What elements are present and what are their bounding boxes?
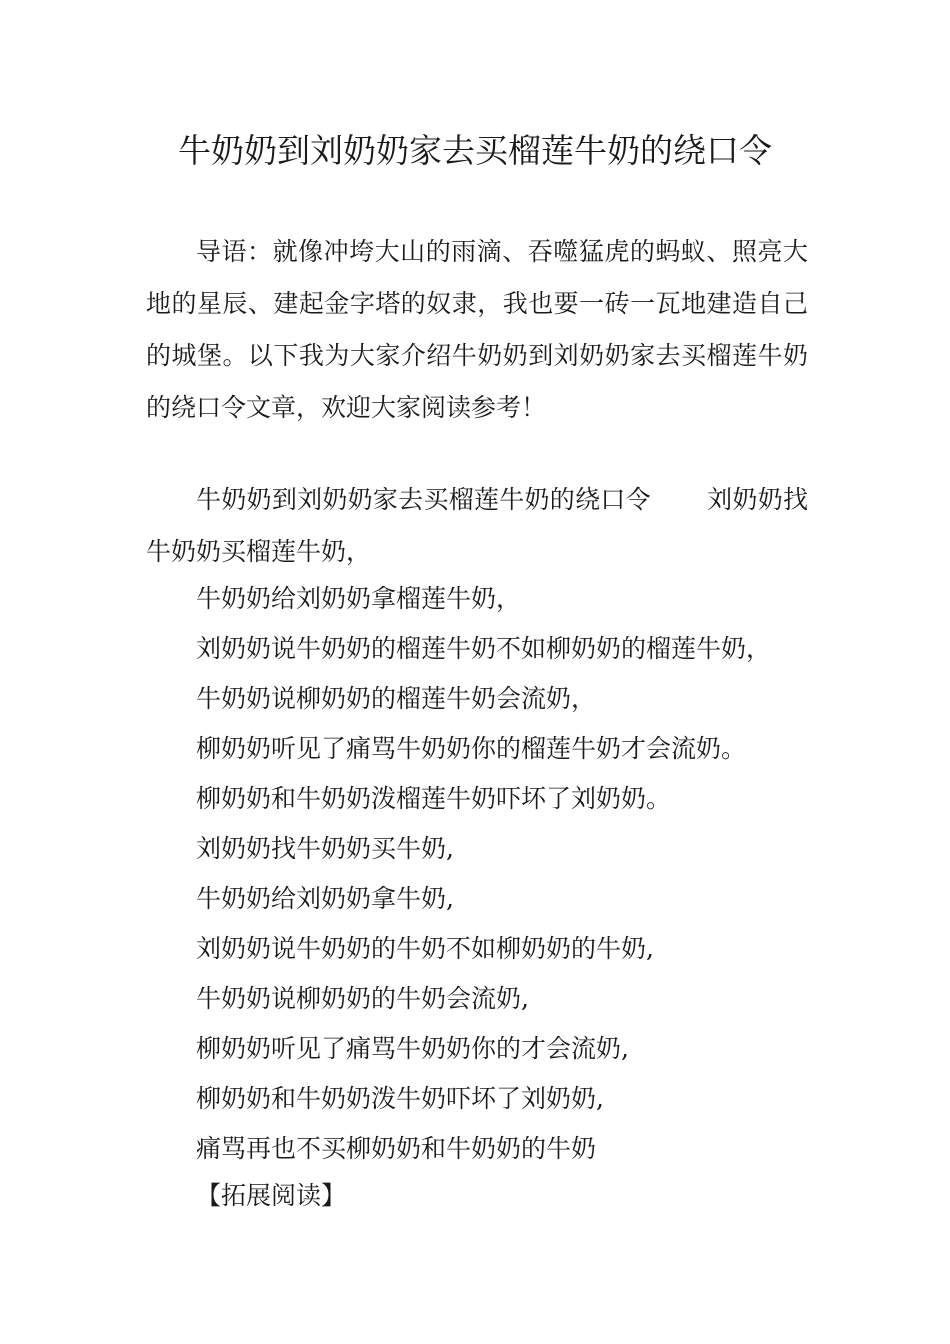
tongue-twister-line: 牛奶奶说柳奶奶的榴莲牛奶会流奶，: [196, 684, 597, 713]
document-title: 牛奶奶到刘奶奶家去买榴莲牛奶的绕口令: [178, 131, 772, 170]
tongue-twister-line: 柳奶奶听见了痛骂牛奶奶你的榴莲牛奶才会流奶。: [196, 734, 747, 763]
tongue-twister-line: 牛奶奶说柳奶奶的牛奶会流奶,: [196, 984, 529, 1013]
intro-paragraph: 导语：就像冲垮大山的雨滴、吞噬猛虎的蚂蚁、照亮大地的星辰、建起金字塔的奴隶，我也要一砖一瓦地建造自己的城堡。以下我为大家介绍牛奶奶到刘奶奶家去买榴莲牛奶的绕口令文章，欢迎大家阅读参考！: [146, 237, 808, 422]
tongue-twister-heading: 牛奶奶到刘奶奶家去买榴莲牛奶的绕口令: [196, 485, 651, 514]
tongue-twister-line: 牛奶奶给刘奶奶拿榴莲牛奶，: [196, 584, 522, 613]
tongue-twister-first-line: 刘奶奶找牛奶奶买榴莲牛奶，: [146, 485, 808, 566]
tongue-twister-line: 刘奶奶说牛奶奶的榴莲牛奶不如柳奶奶的榴莲牛奶，: [196, 634, 772, 663]
tongue-twister-lines: [196, 574, 816, 1174]
tongue-twister-line: 刘奶奶找牛奶奶买牛奶,: [196, 834, 454, 863]
tongue-twister-line: 痛骂再也不买柳奶奶和牛奶奶的牛奶: [196, 1134, 597, 1163]
tongue-twister-line: 柳奶奶听见了痛骂牛奶奶你的才会流奶,: [196, 1034, 629, 1063]
tongue-twister-line: 牛奶奶给刘奶奶拿牛奶,: [196, 884, 454, 913]
tongue-twister-line: 刘奶奶说牛奶奶的牛奶不如柳奶奶的牛奶,: [196, 934, 654, 963]
tongue-twister-line: 柳奶奶和牛奶奶泼榴莲牛奶吓坏了刘奶奶。: [196, 784, 672, 813]
tongue-twister-lead: [146, 474, 808, 578]
tongue-twister-line: 柳奶奶和牛奶奶泼牛奶吓坏了刘奶奶,: [196, 1084, 604, 1113]
extended-reading-heading: 【拓展阅读】: [196, 1181, 347, 1210]
